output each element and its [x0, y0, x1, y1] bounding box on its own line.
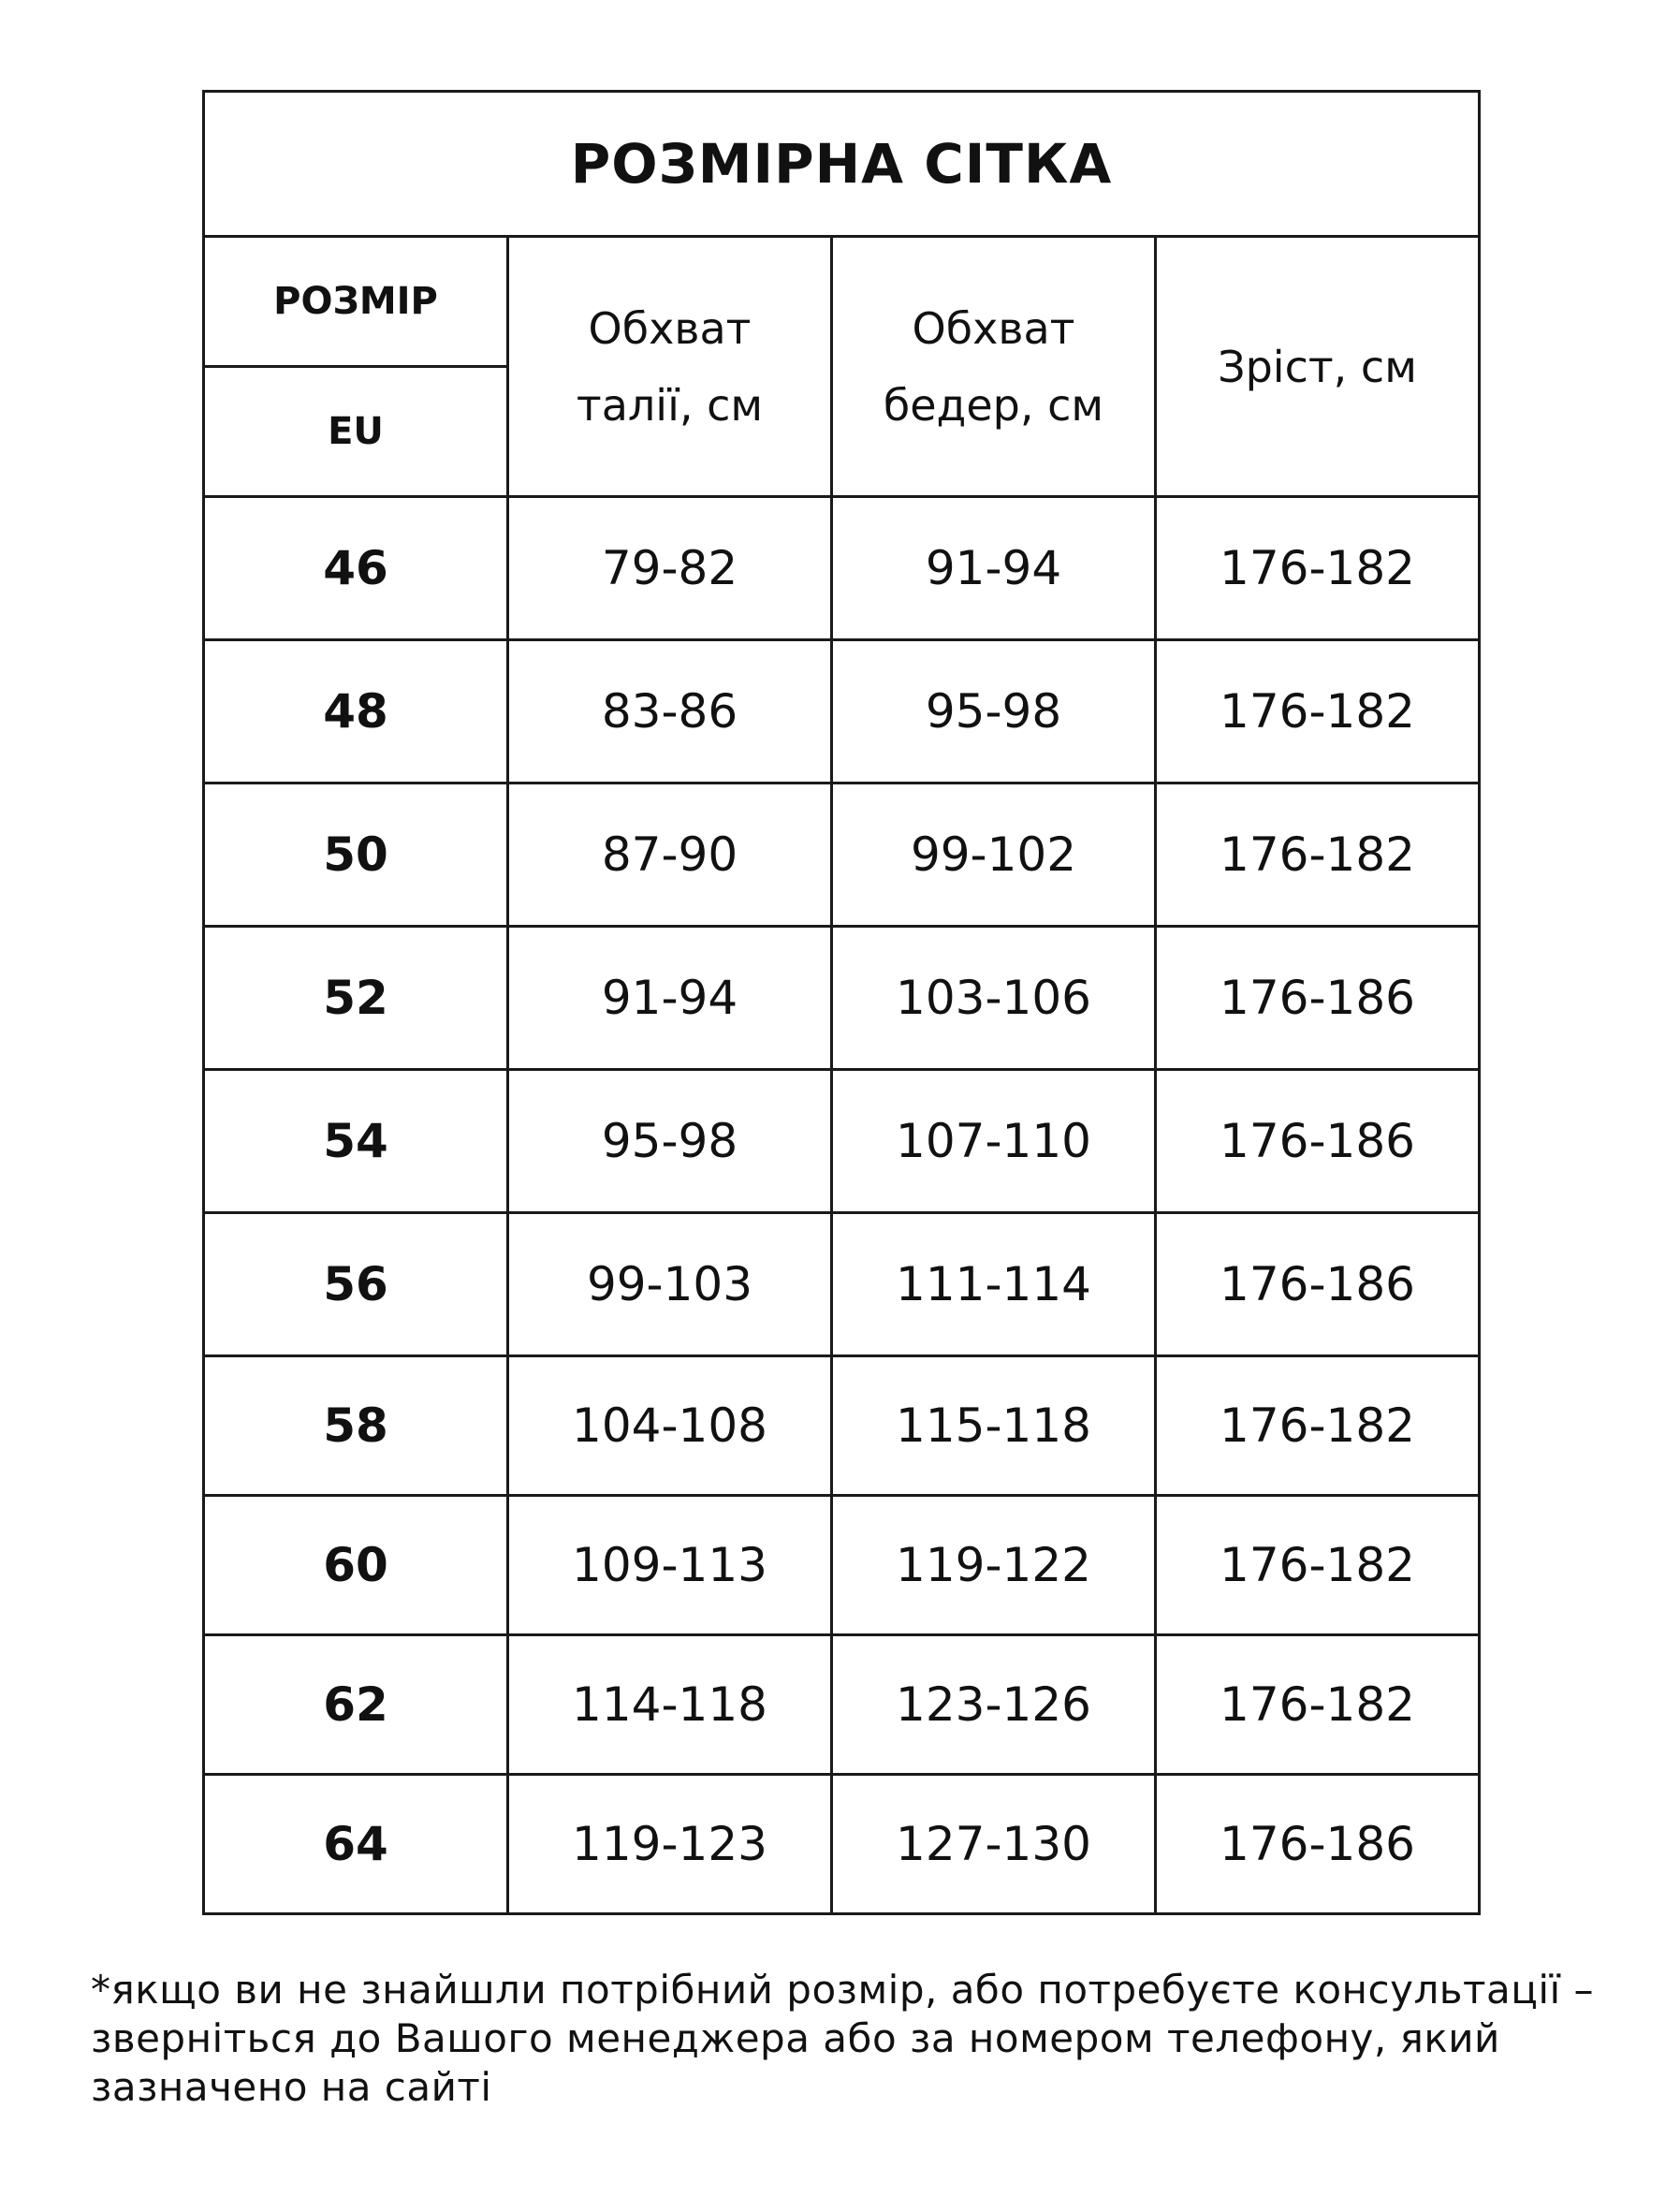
- hips-cell: 107-110: [832, 1070, 1156, 1213]
- size-chart-table: [202, 90, 1481, 1915]
- size-cell: 52: [204, 927, 508, 1070]
- size-cell: 54: [204, 1070, 508, 1213]
- table-row: [204, 497, 1480, 640]
- height-cell: 176-182: [1156, 783, 1480, 927]
- table-title: РОЗМІРНА СІТКА: [204, 92, 1480, 237]
- waist-cell: 104-108: [508, 1356, 832, 1496]
- size-cell: 60: [204, 1496, 508, 1635]
- waist-cell: 95-98: [508, 1070, 832, 1213]
- height-cell: 176-182: [1156, 640, 1480, 783]
- size-cell: 50: [204, 783, 508, 927]
- hips-cell: 99-102: [832, 783, 1156, 927]
- waist-cell: 83-86: [508, 640, 832, 783]
- height-cell: 176-186: [1156, 1775, 1480, 1914]
- height-cell: 176-182: [1156, 1496, 1480, 1635]
- hips-cell: 119-122: [832, 1496, 1156, 1635]
- table-row: [204, 927, 1480, 1070]
- size-cell: 64: [204, 1775, 508, 1914]
- header-system-label: EU: [204, 367, 508, 497]
- hips-cell: 91-94: [832, 497, 1156, 640]
- hips-cell: 115-118: [832, 1356, 1156, 1496]
- height-cell: 176-186: [1156, 1070, 1480, 1213]
- header-waist: [508, 237, 832, 497]
- waist-cell: 99-103: [508, 1213, 832, 1356]
- height-cell: 176-182: [1156, 497, 1480, 640]
- header-waist-line1: Обхват: [588, 302, 752, 354]
- table-row: [204, 640, 1480, 783]
- waist-cell: 114-118: [508, 1635, 832, 1775]
- header-size-label: РОЗМІР: [204, 237, 508, 367]
- table-row: [204, 1213, 1480, 1356]
- waist-cell: 87-90: [508, 783, 832, 927]
- size-cell: 62: [204, 1635, 508, 1775]
- hips-cell: 123-126: [832, 1635, 1156, 1775]
- size-cell: 56: [204, 1213, 508, 1356]
- header-waist-line2: талії, см: [576, 379, 764, 431]
- header-hips-line2: бедер, см: [883, 379, 1104, 431]
- table-row: [204, 1775, 1480, 1914]
- table-row: [204, 1496, 1480, 1635]
- waist-cell: 119-123: [508, 1775, 832, 1914]
- table-row: [204, 1356, 1480, 1496]
- hips-cell: 111-114: [832, 1213, 1156, 1356]
- size-cell: 48: [204, 640, 508, 783]
- size-cell: 46: [204, 497, 508, 640]
- header-height: Зріст, см: [1156, 237, 1480, 497]
- footnote: *якщо ви не знайшли потрібний розмір, або потребуєте консультації – зверніться до Вашого менеджера або за номером телефону, який зазначено на сайті: [91, 1967, 1595, 2110]
- hips-cell: 127-130: [832, 1775, 1156, 1914]
- size-cell: 58: [204, 1356, 508, 1496]
- header-hips: [832, 237, 1156, 497]
- hips-cell: 103-106: [832, 927, 1156, 1070]
- table-row: [204, 1070, 1480, 1213]
- table-row: [204, 1635, 1480, 1775]
- header-hips-line1: Обхват: [912, 302, 1075, 354]
- table-row: [204, 783, 1480, 927]
- hips-cell: 95-98: [832, 640, 1156, 783]
- height-cell: 176-186: [1156, 1213, 1480, 1356]
- height-cell: 176-182: [1156, 1635, 1480, 1775]
- height-cell: 176-182: [1156, 1356, 1480, 1496]
- waist-cell: 109-113: [508, 1496, 832, 1635]
- waist-cell: 79-82: [508, 497, 832, 640]
- waist-cell: 91-94: [508, 927, 832, 1070]
- height-cell: 176-186: [1156, 927, 1480, 1070]
